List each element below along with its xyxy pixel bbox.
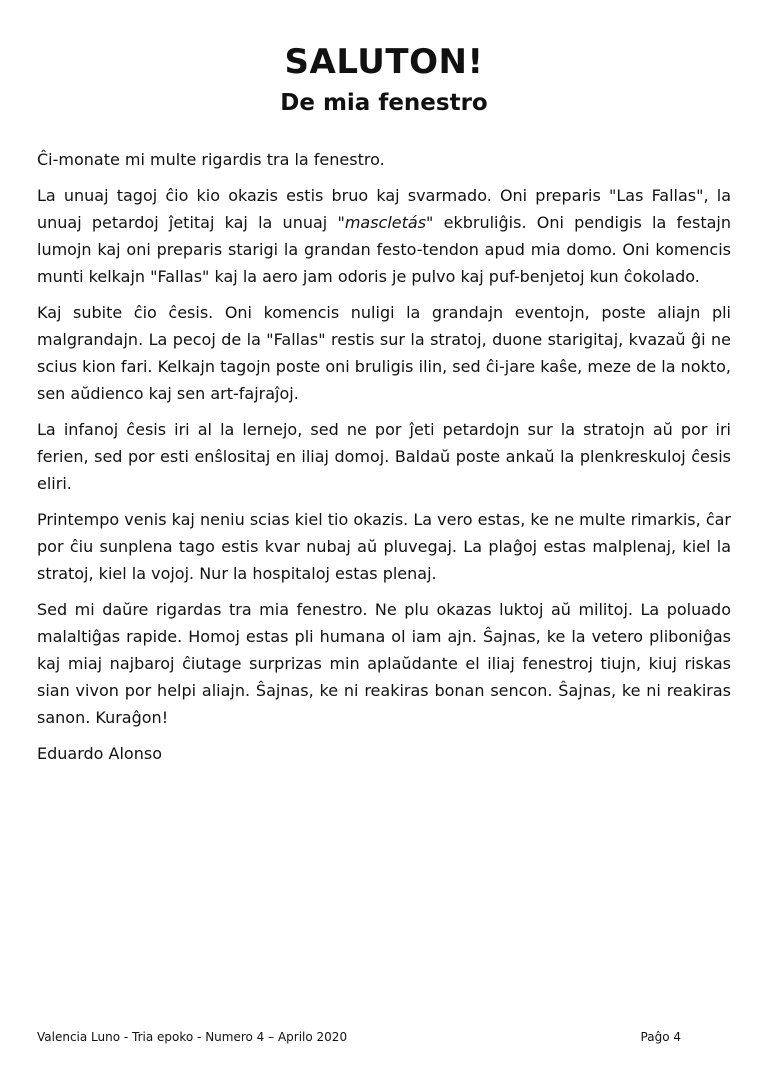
footer-page-number: Paĝo 4 [640,1030,681,1044]
paragraph-2 [37,182,731,290]
paragraph-2-italic-term: mascletás [344,213,427,232]
footer-publication: Valencia Luno - Tria epoko - Numero 4 – Aprilo 2020 [37,1030,348,1044]
page-header [0,40,768,118]
paragraph-5: Printempo venis kaj neniu scias kiel tio okazis. La vero estas, ke ne multe rimarkis, ĉar por ĉiu sunplena tago estis kvar nubaj aŭ pluvegaj. La plaĝoj estas malplenaj, kiel la stratoj, kiel la vojoj. Nur la hospitaloj estas plenaj. [37,510,731,583]
author-signature: Eduardo Alonso [37,744,162,763]
paragraph-3: Kaj subite ĉio ĉesis. Oni komencis nuligi la grandajn eventojn, poste aliajn pli malgrandajn. La pecoj de la "Fallas" restis sur la stratoj, duone starigitaj, kvazaŭ ĝi ne scius kion fari. Kelkajn tagojn poste oni bruligis ilin, sed ĉi-jare kaŝe, meze de la nokto, sen aŭdienco kaj sen art-fajraĵoj. [37,303,731,403]
paragraph-2-part-2: " ekbruliĝis. Oni pendigis la festajn lumojn kaj oni preparis starigi la grandan festo-tendon apud mia domo. Oni komencis munti kelkajn "Fallas" kaj la aero jam odoris je pulvo kaj puf-benjetoj kun ĉokolado. [37,213,731,286]
page-title: SALUTON! [284,42,484,82]
article-body [37,146,731,767]
paragraph-1: Ĉi-monate mi multe rigardis tra la fenestro. [37,150,385,169]
paragraph-2-part-1: La unuaj tagoj ĉio kio okazis estis bruo kaj svarmado. Oni preparis "Las Fallas", la unuaj petardoj ĵetitaj kaj la unuaj " [37,186,731,232]
paragraph-6: Sed mi daŭre rigardas tra mia fenestro. Ne plu okazas luktoj aŭ militoj. La poluado malaltiĝas rapide. Homoj estas pli humana ol iam ajn. Ŝajnas, ke la vetero pliboniĝas kaj miaj najbaroj ĉiutage surprizas min aplaŭdante el iliaj fenestroj tiujn, kiuj riskas sian vivon por helpi aliajn. Ŝajnas, ke ni reakiras bonan sencon. Ŝajnas, ke ni reakiras sanon. Kuraĝon! [37,600,731,727]
paragraph-4: La infanoj ĉesis iri al la lernejo, sed ne por ĵeti petardojn sur la stratojn aŭ por iri ferien, sed por esti enŝlositaj en iliaj domoj. Baldaŭ poste ankaŭ la plenkreskuloj ĉesis eliri. [37,420,731,493]
page-subtitle: De mia fenestro [280,90,488,116]
page-footer [37,1029,681,1045]
